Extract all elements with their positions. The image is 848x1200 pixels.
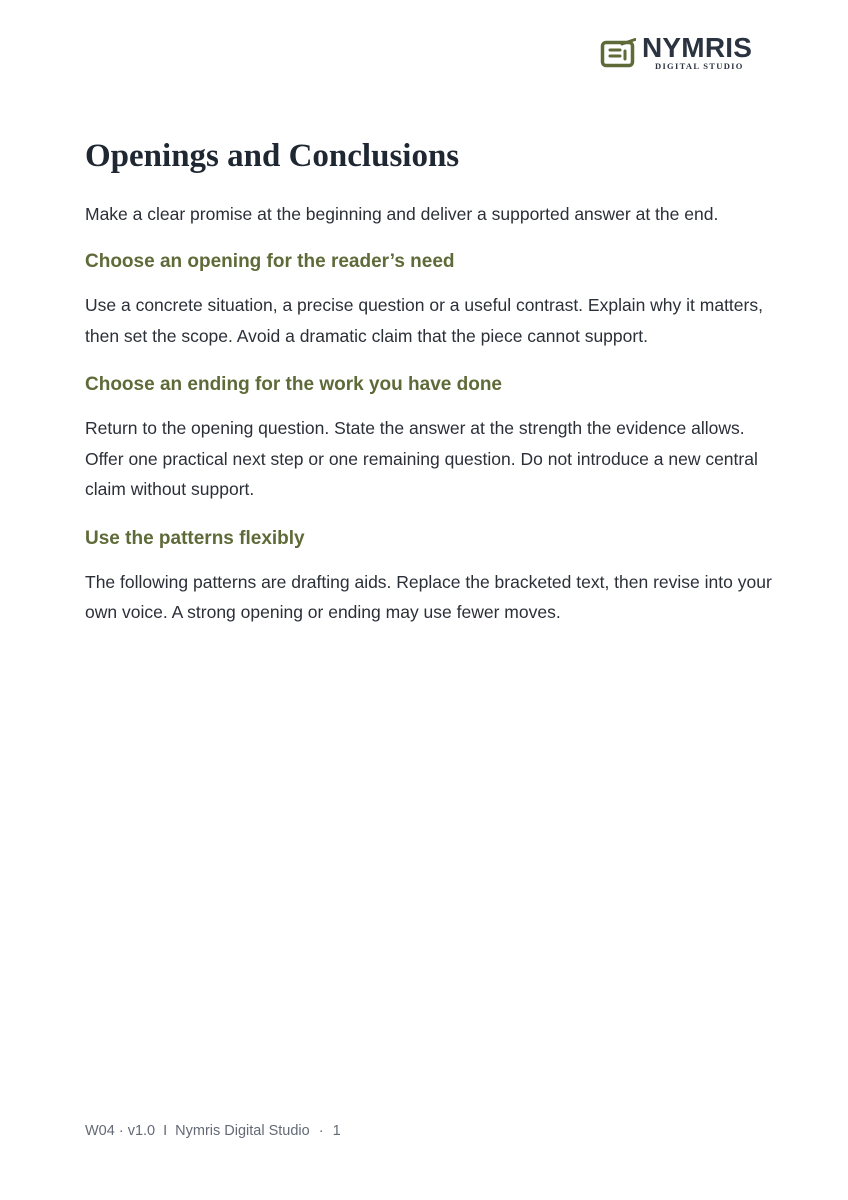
section-ending bbox=[85, 371, 775, 505]
notebook-logo-icon bbox=[600, 38, 636, 68]
section-heading: Use the patterns flexibly bbox=[85, 527, 305, 549]
section-opening bbox=[85, 248, 775, 351]
footer-dot: · bbox=[318, 1123, 324, 1139]
brand-logo bbox=[600, 32, 753, 72]
brand-name: NYMRIS bbox=[642, 32, 753, 63]
section-paragraph: Use a concrete situation, a precise question or a useful contrast. Explain why it matters, then set the scope. Avoid a dramatic claim that the piece cannot support. bbox=[85, 295, 763, 346]
lead-paragraph: Make a clear promise at the beginning and deliver a supported answer at the end. bbox=[85, 204, 719, 224]
section-paragraph: The following patterns are drafting aids. Replace the bracketed text, then revise into your own voice. A strong opening or ending may use fewer moves. bbox=[85, 571, 772, 622]
brand-tagline: DIGITAL STUDIO bbox=[655, 61, 744, 71]
section-heading: Choose an opening for the reader’s need bbox=[85, 251, 455, 272]
page-footer bbox=[85, 1123, 341, 1139]
document-body bbox=[85, 134, 775, 628]
section-patterns bbox=[85, 525, 775, 628]
page-title: Openings and Conclusions bbox=[85, 138, 460, 174]
footer-page-number: 1 bbox=[332, 1123, 341, 1139]
footer-separator: I bbox=[163, 1123, 168, 1139]
section-heading: Choose an ending for the work you have done bbox=[85, 374, 502, 395]
footer-doc-id: W04 · v1.0 bbox=[85, 1123, 156, 1139]
footer-org: Nymris Digital Studio bbox=[175, 1123, 310, 1139]
section-paragraph: Return to the opening question. State the answer at the strength the evidence allows. Offer one practical next step or one remaining question. Do not introduce a new central claim without support. bbox=[85, 418, 758, 499]
